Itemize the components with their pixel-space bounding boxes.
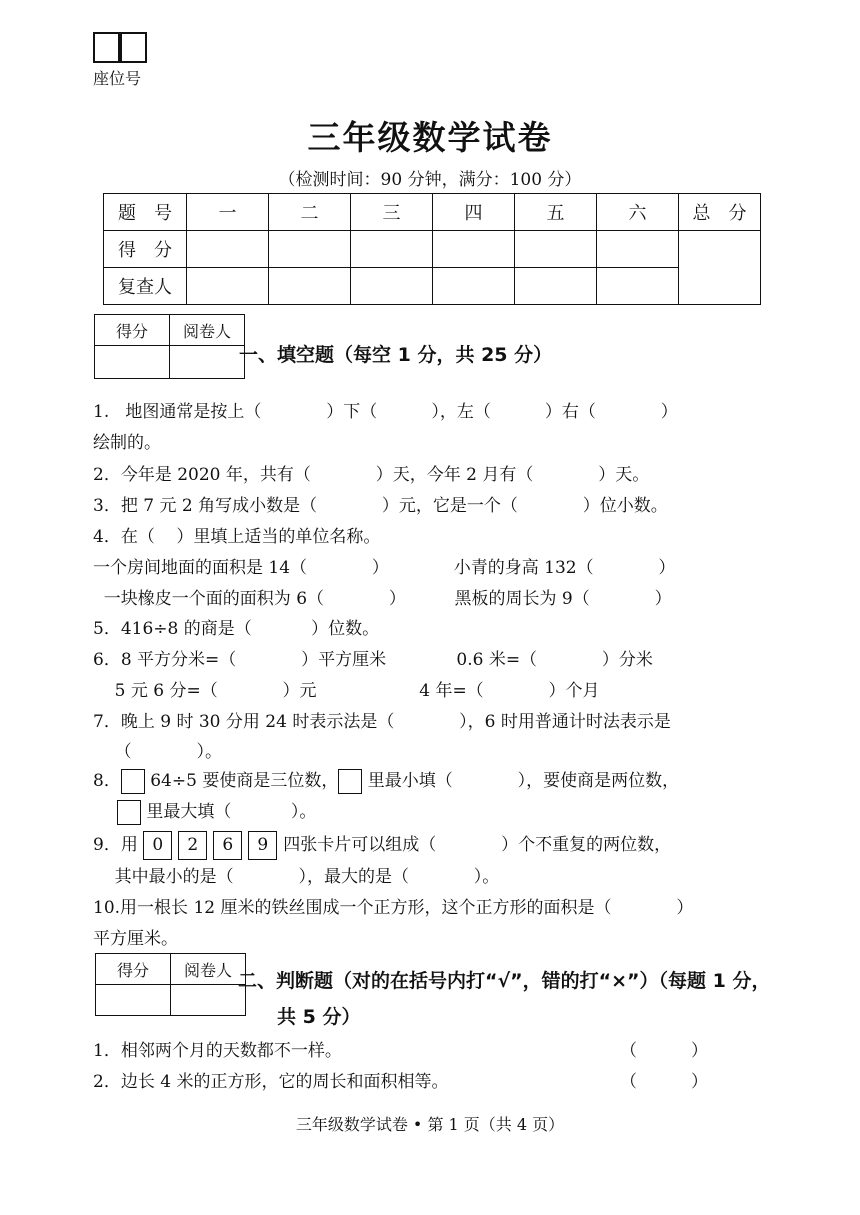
grader-reviewer-label: 阅卷人 bbox=[170, 315, 245, 346]
page-footer: 三年级数学试卷 • 第 1 页（共 4 页） bbox=[295, 1115, 565, 1134]
seat-number-label: 座位号 bbox=[93, 69, 142, 88]
question-9-line2: 其中最小的是（ ），最大的是（ ）。 bbox=[93, 867, 500, 887]
grader-box-section1 bbox=[94, 314, 245, 379]
number-card: 9 bbox=[248, 831, 277, 860]
score-cell[interactable] bbox=[433, 231, 515, 268]
question-line: 7．晚上 9 时 30 分用 24 时表示法是（ ），6 时用普通计时法表示是 bbox=[93, 712, 671, 732]
exam-subtitle: （检测时间：90 分钟，满分：100 分） bbox=[278, 170, 582, 190]
judge-answer-paren[interactable]: （ ） bbox=[620, 1041, 709, 1061]
score-table bbox=[103, 193, 761, 305]
number-card: 0 bbox=[143, 831, 172, 860]
grader-reviewer-cell[interactable] bbox=[170, 346, 245, 379]
score-header-cell: 一 bbox=[187, 194, 269, 231]
question-line: 1. 地图通常是按上（ ）下（ ），左（ ）右（ ） bbox=[93, 402, 678, 422]
question-10-line2: 平方厘米。 bbox=[93, 929, 178, 949]
question-line: 绘制的。 bbox=[93, 433, 161, 453]
answer-box[interactable] bbox=[338, 769, 362, 794]
reviewer-cell[interactable] bbox=[187, 268, 269, 305]
question-8-line2 bbox=[117, 797, 316, 825]
score-cell[interactable] bbox=[187, 231, 269, 268]
question-line: （ ）。 bbox=[93, 742, 222, 762]
number-card: 2 bbox=[178, 831, 207, 860]
score-header-cell: 四 bbox=[433, 194, 515, 231]
reviewer-cell[interactable] bbox=[351, 268, 433, 305]
grader-score-cell[interactable] bbox=[95, 346, 170, 379]
question-line: 2．今年是 2020 年，共有（ ）天，今年 2 月有（ ）天。 bbox=[93, 465, 650, 485]
grader-box-section2 bbox=[95, 953, 246, 1016]
total-score-cell[interactable] bbox=[679, 231, 761, 305]
score-header-cell: 六 bbox=[597, 194, 679, 231]
seat-number-box-1[interactable] bbox=[93, 32, 120, 63]
reviewer-cell[interactable] bbox=[433, 268, 515, 305]
section2-title-line1: 二、判断题（对的在括号内打“√”，错的打“×”）（每题 1 分， bbox=[238, 970, 771, 992]
question-line: 5．416÷8 的商是（ ）位数。 bbox=[93, 619, 380, 639]
q8-text-c: 里最大填（ ）。 bbox=[146, 802, 317, 822]
score-header-cell: 三 bbox=[351, 194, 433, 231]
seat-number-box-2[interactable] bbox=[120, 32, 147, 63]
grader-reviewer-label: 阅卷人 bbox=[171, 954, 246, 985]
score-header-cell: 二 bbox=[269, 194, 351, 231]
reviewer-cell[interactable] bbox=[515, 268, 597, 305]
reviewer-row-label: 复查人 bbox=[104, 268, 187, 305]
score-row-label: 得 分 bbox=[104, 231, 187, 268]
answer-box[interactable] bbox=[121, 769, 145, 794]
grader-reviewer-cell[interactable] bbox=[171, 985, 246, 1016]
exam-title: 三年级数学试卷 bbox=[307, 118, 553, 157]
q8-text-b: 里最小填（ ），要使商是两位数， bbox=[367, 771, 680, 791]
q9-prefix: 9．用 bbox=[93, 835, 138, 855]
q8-text-a: 64÷5 要使商是三位数， bbox=[150, 771, 339, 791]
judge-item: 1．相邻两个月的天数都不一样。 bbox=[93, 1041, 342, 1061]
question-line: 3．把 7 元 2 角写成小数是（ ）元，它是一个（ ）位小数。 bbox=[93, 496, 668, 516]
section1-title: 一、填空题（每空 1 分，共 25 分） bbox=[239, 344, 553, 366]
question-line: 一个房间地面的面积是 14（ ） 小青的身高 132（ ） bbox=[93, 558, 676, 578]
question-line: 一块橡皮一个面的面积为 6（ ） 黑板的周长为 9（ ） bbox=[93, 589, 672, 609]
section2-title-line2: 共 5 分） bbox=[277, 1006, 361, 1028]
answer-box[interactable] bbox=[117, 800, 141, 825]
score-cell[interactable] bbox=[351, 231, 433, 268]
score-cell[interactable] bbox=[515, 231, 597, 268]
question-line: 4．在（ ）里填上适当的单位名称。 bbox=[93, 527, 381, 547]
score-header-cell: 总 分 bbox=[679, 194, 761, 231]
score-header-cell: 题 号 bbox=[104, 194, 187, 231]
reviewer-cell[interactable] bbox=[269, 268, 351, 305]
score-header-cell: 五 bbox=[515, 194, 597, 231]
question-8-line1: 8． 64÷5 要使商是三位数， 里最小填（ ），要使商是两位数， bbox=[93, 766, 679, 794]
grader-score-cell[interactable] bbox=[96, 985, 171, 1016]
question-9-line1 bbox=[93, 830, 671, 860]
grader-score-label: 得分 bbox=[96, 954, 171, 985]
question-line: 6．8 平方分米=（ ）平方厘米 0.6 米=（ ）分米 bbox=[93, 650, 653, 670]
judge-item: 2．边长 4 米的正方形，它的周长和面积相等。 bbox=[93, 1072, 449, 1092]
score-cell[interactable] bbox=[269, 231, 351, 268]
number-card: 6 bbox=[213, 831, 242, 860]
reviewer-cell[interactable] bbox=[597, 268, 679, 305]
question-line: 5 元 6 分=（ ）元 4 年=（ ）个月 bbox=[93, 681, 600, 701]
q9-text-a: 四张卡片可以组成（ ）个不重复的两位数， bbox=[283, 835, 672, 855]
judge-answer-paren[interactable]: （ ） bbox=[620, 1072, 709, 1092]
grader-score-label: 得分 bbox=[95, 315, 170, 346]
score-cell[interactable] bbox=[597, 231, 679, 268]
question-10-line1: 10.用一根长 12 厘米的铁丝围成一个正方形，这个正方形的面积是（ ） bbox=[93, 898, 694, 918]
